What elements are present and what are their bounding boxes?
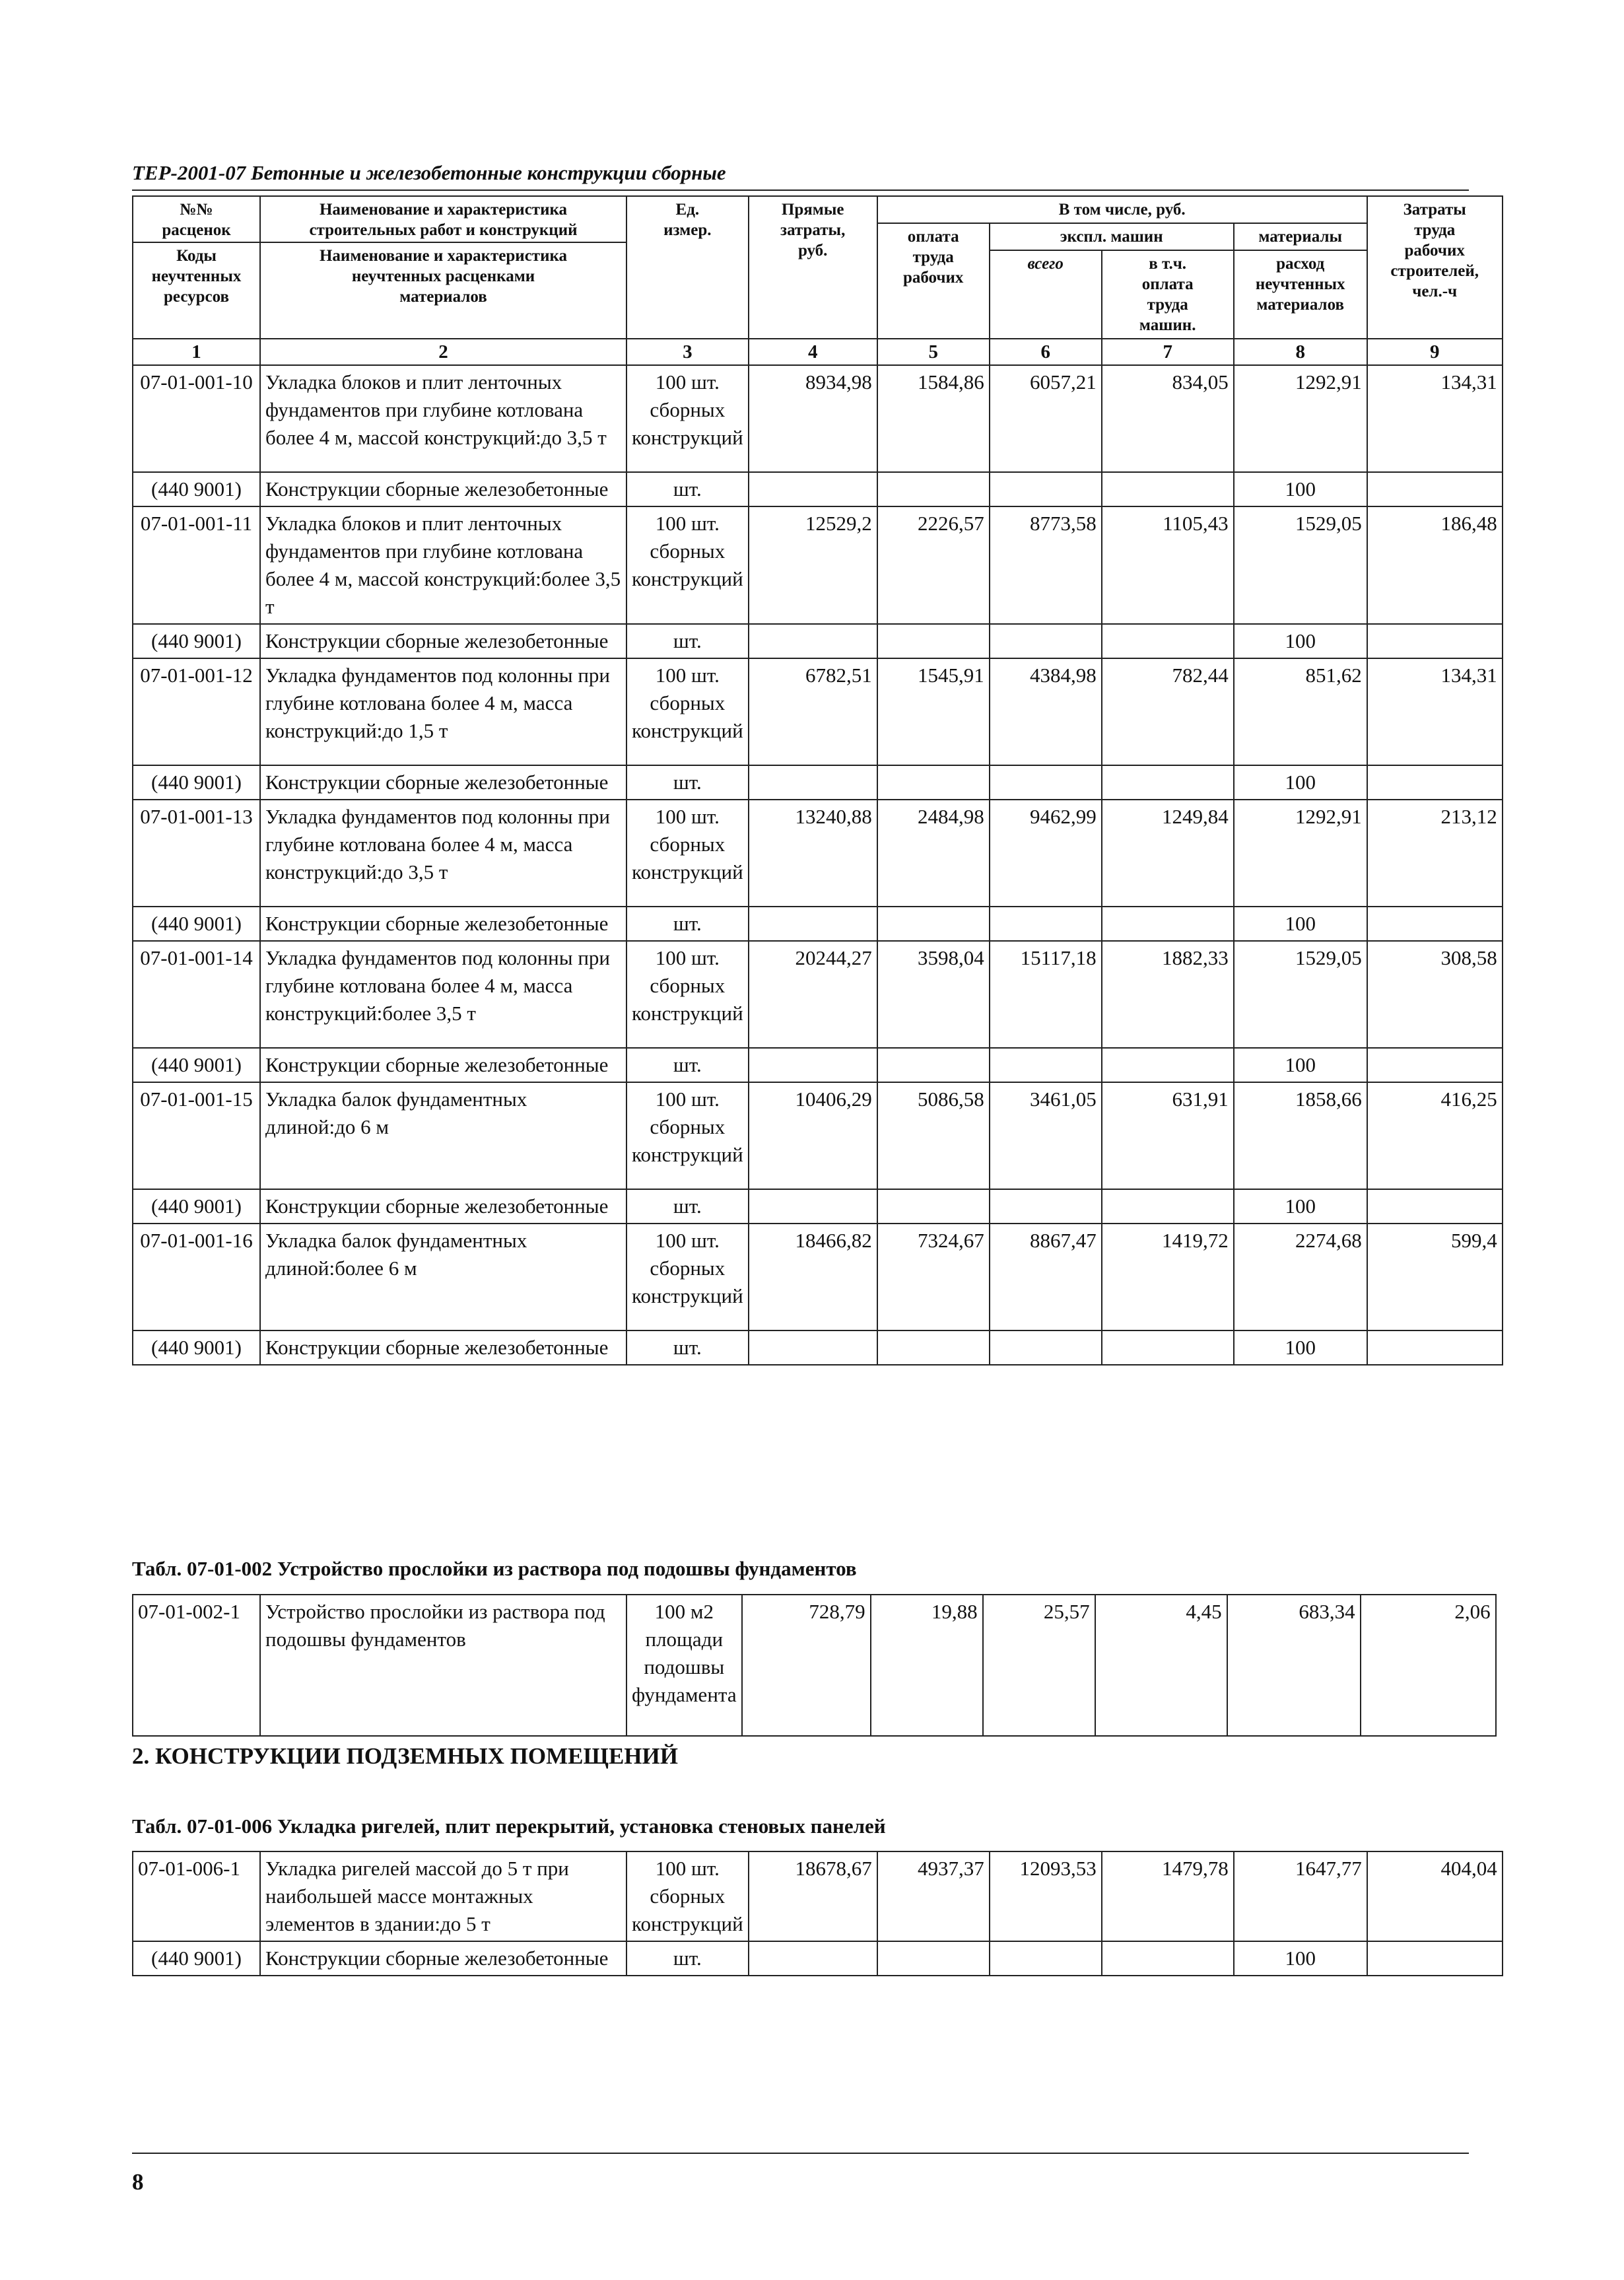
rate-labor: 416,25 xyxy=(1367,1082,1503,1189)
resource-name: Конструкции сборные железобетонные xyxy=(260,1941,626,1976)
rate-unit: 100 шт. сборных конструкций xyxy=(626,1224,749,1330)
rate-pay: 1545,91 xyxy=(877,658,990,765)
header-incl-cell: В том числе, руб. xyxy=(877,196,1367,223)
rate-name: Укладка фундаментов под колонны при глубине котлована более 4 м, масса конструкций:до 1,5 т xyxy=(260,658,626,765)
rate-unit: 100 м2 площади подошвы фундамента xyxy=(626,1595,742,1736)
resource-code: (440 9001) xyxy=(133,1330,260,1365)
resource-row xyxy=(133,907,1503,941)
rate-mach: 6057,21 xyxy=(990,365,1102,472)
header-machines-cell: экспл. машин xyxy=(990,223,1234,250)
empty-cell xyxy=(749,472,877,506)
rate-pay: 7324,67 xyxy=(877,1224,990,1330)
empty-cell xyxy=(877,624,990,658)
empty-cell xyxy=(1367,1189,1503,1224)
empty-cell xyxy=(877,1941,990,1976)
resource-qty: 100 xyxy=(1234,907,1367,941)
header-direct-2: затраты, xyxy=(780,221,846,239)
empty-cell xyxy=(749,624,877,658)
resource-qty: 100 xyxy=(1234,624,1367,658)
resource-unit: шт. xyxy=(626,624,749,658)
column-number: 5 xyxy=(877,339,990,365)
rate-labor: 134,31 xyxy=(1367,365,1503,472)
header-direct-cell xyxy=(749,196,877,339)
header-rule xyxy=(132,190,1469,191)
rate-mat: 1647,77 xyxy=(1234,1851,1367,1941)
table-row xyxy=(133,1851,1503,1941)
rate-direct: 728,79 xyxy=(742,1595,871,1736)
header-mach-total: всего xyxy=(1027,255,1064,273)
empty-cell xyxy=(877,472,990,506)
rate-labor: 134,31 xyxy=(1367,658,1503,765)
rate-labor: 2,06 xyxy=(1361,1595,1496,1736)
rate-mach: 4384,98 xyxy=(990,658,1102,765)
empty-cell xyxy=(877,1048,990,1082)
rate-mach-pay: 631,91 xyxy=(1102,1082,1234,1189)
rate-mach: 25,57 xyxy=(983,1595,1095,1736)
rate-mach: 3461,05 xyxy=(990,1082,1102,1189)
table-row xyxy=(133,1595,1496,1736)
rate-name: Укладка блоков и плит ленточных фундаментов при глубине котлована более 4 м, массой конструкций:до 3,5 т xyxy=(260,365,626,472)
rate-mach: 9462,99 xyxy=(990,800,1102,907)
header-code-4: неучтенных xyxy=(151,267,242,285)
resource-name: Конструкции сборные железобетонные xyxy=(260,472,626,506)
header-mat-use-3: материалов xyxy=(1256,296,1344,314)
rate-direct: 18678,67 xyxy=(749,1851,877,1941)
header-mach-incl-1: в т.ч. xyxy=(1149,255,1187,273)
rate-mat: 851,62 xyxy=(1234,658,1367,765)
rate-mat: 1529,05 xyxy=(1234,506,1367,624)
resource-unit: шт. xyxy=(626,1941,749,1976)
empty-cell xyxy=(1102,907,1234,941)
header-pay-2: труда xyxy=(912,248,954,266)
resource-code: (440 9001) xyxy=(133,1941,260,1976)
rate-pay: 2226,57 xyxy=(877,506,990,624)
resource-qty: 100 xyxy=(1234,1048,1367,1082)
rate-mach: 8773,58 xyxy=(990,506,1102,624)
empty-cell xyxy=(990,624,1102,658)
resource-code: (440 9001) xyxy=(133,1048,260,1082)
resource-row xyxy=(133,765,1503,800)
header-materials-cell: материалы xyxy=(1234,223,1367,250)
empty-cell xyxy=(749,1330,877,1365)
resource-unit: шт. xyxy=(626,765,749,800)
resource-row xyxy=(133,472,1503,506)
rate-mach-pay: 1105,43 xyxy=(1102,506,1234,624)
resource-row xyxy=(133,1189,1503,1224)
header-direct-1: Прямые xyxy=(781,201,844,219)
rate-name: Устройство прослойки из раствора под подошвы фундаментов xyxy=(260,1595,626,1736)
resource-code: (440 9001) xyxy=(133,472,260,506)
rate-mat: 1529,05 xyxy=(1234,941,1367,1048)
table-row xyxy=(133,658,1503,765)
resource-qty: 100 xyxy=(1234,1941,1367,1976)
empty-cell xyxy=(990,765,1102,800)
header-code-1: №№ xyxy=(180,201,213,219)
rate-pay: 19,88 xyxy=(871,1595,983,1736)
resource-qty: 100 xyxy=(1234,1330,1367,1365)
rate-name: Укладка балок фундаментных длиной:до 6 м xyxy=(260,1082,626,1189)
section-title: 2. КОНСТРУКЦИИ ПОДЗЕМНЫХ ПОМЕЩЕНИЙ xyxy=(132,1743,678,1769)
header-mach-incl-4: машин. xyxy=(1139,316,1196,334)
resource-name: Конструкции сборные железобетонные xyxy=(260,1048,626,1082)
rate-mach: 8867,47 xyxy=(990,1224,1102,1330)
empty-cell xyxy=(1367,624,1503,658)
resource-name: Конструкции сборные железобетонные xyxy=(260,1330,626,1365)
rate-mach-pay: 1882,33 xyxy=(1102,941,1234,1048)
table-row xyxy=(133,800,1503,907)
rate-mach-pay: 1419,72 xyxy=(1102,1224,1234,1330)
column-number: 3 xyxy=(626,339,749,365)
rate-pay: 3598,04 xyxy=(877,941,990,1048)
empty-cell xyxy=(1367,765,1503,800)
rate-direct: 6782,51 xyxy=(749,658,877,765)
rate-direct: 20244,27 xyxy=(749,941,877,1048)
rate-code: 07-01-001-13 xyxy=(133,800,260,907)
resource-unit: шт. xyxy=(626,472,749,506)
header-name-cell xyxy=(260,196,626,339)
rate-unit: 100 шт. сборных конструкций xyxy=(626,941,749,1048)
resource-name: Конструкции сборные железобетонные xyxy=(260,624,626,658)
header-mat-use-2: неучтенных xyxy=(1255,275,1345,293)
empty-cell xyxy=(1102,765,1234,800)
empty-cell xyxy=(749,1941,877,1976)
rate-labor: 308,58 xyxy=(1367,941,1503,1048)
resource-row xyxy=(133,1941,1503,1976)
column-number: 2 xyxy=(260,339,626,365)
header-mat-use-cell xyxy=(1234,250,1367,339)
resource-unit: шт. xyxy=(626,1048,749,1082)
empty-cell xyxy=(1102,624,1234,658)
rate-code: 07-01-001-12 xyxy=(133,658,260,765)
empty-cell xyxy=(1102,1941,1234,1976)
rate-code: 07-01-001-10 xyxy=(133,365,260,472)
empty-cell xyxy=(1367,472,1503,506)
column-number: 4 xyxy=(749,339,877,365)
empty-cell xyxy=(749,907,877,941)
rate-unit: 100 шт. сборных конструкций xyxy=(626,365,749,472)
header-name-2: строительных работ и конструкций xyxy=(261,220,626,243)
rate-rows xyxy=(133,365,1503,1365)
header-mach-incl-3: труда xyxy=(1147,296,1188,314)
header-name-4: неучтенных расценками xyxy=(351,267,535,285)
resource-row xyxy=(133,1330,1503,1365)
column-number-row xyxy=(133,339,1503,365)
rate-name: Укладка фундаментов под колонны при глубине котлована более 4 м, масса конструкций:до 3,5 т xyxy=(260,800,626,907)
rate-name: Укладка балок фундаментных длиной:более 6 м xyxy=(260,1224,626,1330)
rate-pay: 2484,98 xyxy=(877,800,990,907)
header-direct-3: руб. xyxy=(797,242,828,259)
resource-unit: шт. xyxy=(626,1330,749,1365)
header-mach-incl-2: оплата xyxy=(1141,275,1194,293)
empty-cell xyxy=(1102,1330,1234,1365)
rate-code: 07-01-006-1 xyxy=(133,1851,260,1941)
empty-cell xyxy=(990,1048,1102,1082)
table-row xyxy=(133,506,1503,624)
rate-pay: 4937,37 xyxy=(877,1851,990,1941)
resource-name: Конструкции сборные железобетонные xyxy=(260,1189,626,1224)
resource-code: (440 9001) xyxy=(133,624,260,658)
resource-unit: шт. xyxy=(626,907,749,941)
empty-cell xyxy=(990,1189,1102,1224)
header-labor-4: строителей, xyxy=(1390,262,1479,280)
rate-direct: 8934,98 xyxy=(749,365,877,472)
column-number: 9 xyxy=(1367,339,1503,365)
rate-code: 07-01-002-1 xyxy=(133,1595,260,1736)
resource-row xyxy=(133,624,1503,658)
rate-name: Укладка фундаментов под колонны при глубине котлована более 4 м, масса конструкций:более 3,5 т xyxy=(260,941,626,1048)
rate-pay: 5086,58 xyxy=(877,1082,990,1189)
rate-mat: 1858,66 xyxy=(1234,1082,1367,1189)
empty-cell xyxy=(749,765,877,800)
header-name-1: Наименование и характеристика xyxy=(319,201,568,219)
rate-direct: 13240,88 xyxy=(749,800,877,907)
rate-mat: 683,34 xyxy=(1227,1595,1361,1736)
rate-pay: 1584,86 xyxy=(877,365,990,472)
rate-name: Укладка ригелей массой до 5 т при наибольшей массе монтажных элементов в здании:до 5 т xyxy=(260,1851,626,1941)
main-rates-table xyxy=(132,195,1503,1365)
resource-row xyxy=(133,1048,1503,1082)
resource-code: (440 9001) xyxy=(133,1189,260,1224)
rate-code: 07-01-001-14 xyxy=(133,941,260,1048)
header-labor-cell xyxy=(1367,196,1503,339)
rate-mach-pay: 1249,84 xyxy=(1102,800,1234,907)
table-002 xyxy=(132,1594,1497,1737)
rate-labor: 213,12 xyxy=(1367,800,1503,907)
table-row xyxy=(133,941,1503,1048)
resource-name: Конструкции сборные железобетонные xyxy=(260,907,626,941)
empty-cell xyxy=(877,1330,990,1365)
header-pay-1: оплата xyxy=(907,228,959,246)
table-row xyxy=(133,1224,1503,1330)
empty-cell xyxy=(990,1941,1102,1976)
table-006-title: Табл. 07-01-006 Укладка ригелей, плит перекрытий, установка стеновых панелей xyxy=(132,1814,886,1838)
header-labor-2: труда xyxy=(1414,221,1456,239)
header-mach-total-cell xyxy=(990,250,1102,339)
header-code-2: расценок xyxy=(133,220,259,243)
rate-labor: 599,4 xyxy=(1367,1224,1503,1330)
header-labor-5: чел.-ч xyxy=(1412,283,1458,300)
empty-cell xyxy=(1102,472,1234,506)
rate-code: 07-01-001-11 xyxy=(133,506,260,624)
rate-mach-pay: 782,44 xyxy=(1102,658,1234,765)
page-number: 8 xyxy=(132,2169,144,2195)
empty-cell xyxy=(1367,907,1503,941)
rate-code: 07-01-001-16 xyxy=(133,1224,260,1330)
resource-qty: 100 xyxy=(1234,765,1367,800)
column-number: 7 xyxy=(1102,339,1234,365)
header-pay-3: рабочих xyxy=(902,269,964,287)
table-row xyxy=(133,1082,1503,1189)
rate-unit: 100 шт. сборных конструкций xyxy=(626,800,749,907)
empty-cell xyxy=(877,765,990,800)
header-code-3: Коды xyxy=(176,247,217,265)
empty-cell xyxy=(1102,1189,1234,1224)
empty-cell xyxy=(1367,1330,1503,1365)
resource-code: (440 9001) xyxy=(133,907,260,941)
empty-cell xyxy=(990,907,1102,941)
empty-cell xyxy=(1367,1941,1503,1976)
rate-direct: 18466,82 xyxy=(749,1224,877,1330)
resource-name: Конструкции сборные железобетонные xyxy=(260,765,626,800)
rate-mach-pay: 1479,78 xyxy=(1102,1851,1234,1941)
empty-cell xyxy=(877,1189,990,1224)
rate-code: 07-01-001-15 xyxy=(133,1082,260,1189)
rate-unit: 100 шт. сборных конструкций xyxy=(626,1851,749,1941)
empty-cell xyxy=(1367,1048,1503,1082)
header-labor-3: рабочих xyxy=(1404,242,1465,259)
empty-cell xyxy=(749,1048,877,1082)
rate-mat: 1292,91 xyxy=(1234,800,1367,907)
rate-direct: 10406,29 xyxy=(749,1082,877,1189)
rate-labor: 186,48 xyxy=(1367,506,1503,624)
header-name-3: Наименование и характеристика xyxy=(319,247,568,265)
header-code-cell xyxy=(133,196,260,339)
header-name-5: материалов xyxy=(399,288,487,306)
header-unit-1: Ед. xyxy=(675,201,700,219)
rate-name: Укладка блоков и плит ленточных фундаментов при глубине котлована более 4 м, массой конструкций:более 3,5 т xyxy=(260,506,626,624)
rate-unit: 100 шт. сборных конструкций xyxy=(626,658,749,765)
column-number: 6 xyxy=(990,339,1102,365)
rate-mat: 2274,68 xyxy=(1234,1224,1367,1330)
table-002-title: Табл. 07-01-002 Устройство прослойки из раствора под подошвы фундаментов xyxy=(132,1557,857,1580)
column-number: 1 xyxy=(133,339,260,365)
resource-code: (440 9001) xyxy=(133,765,260,800)
resource-qty: 100 xyxy=(1234,472,1367,506)
empty-cell xyxy=(1102,1048,1234,1082)
rate-unit: 100 шт. сборных конструкций xyxy=(626,506,749,624)
resource-unit: шт. xyxy=(626,1189,749,1224)
table-header-row-1 xyxy=(133,196,1503,223)
rate-mach: 15117,18 xyxy=(990,941,1102,1048)
rate-mach: 12093,53 xyxy=(990,1851,1102,1941)
resource-qty: 100 xyxy=(1234,1189,1367,1224)
empty-cell xyxy=(877,907,990,941)
header-pay-cell xyxy=(877,223,990,339)
footer-rule xyxy=(132,2153,1469,2154)
rate-unit: 100 шт. сборных конструкций xyxy=(626,1082,749,1189)
header-labor-1: Затраты xyxy=(1403,201,1466,219)
table-row xyxy=(133,365,1503,472)
header-mach-incl-cell xyxy=(1102,250,1234,339)
header-unit-2: измер. xyxy=(663,221,712,239)
table-006 xyxy=(132,1851,1503,1976)
rate-labor: 404,04 xyxy=(1367,1851,1503,1941)
rate-mat: 1292,91 xyxy=(1234,365,1367,472)
empty-cell xyxy=(990,472,1102,506)
empty-cell xyxy=(749,1189,877,1224)
rate-mach-pay: 834,05 xyxy=(1102,365,1234,472)
column-number: 8 xyxy=(1234,339,1367,365)
running-header: ТЕР-2001-07 Бетонные и железобетонные конструкции сборные xyxy=(132,161,726,184)
header-code-5: ресурсов xyxy=(164,288,229,306)
header-unit-cell xyxy=(626,196,749,339)
header-mat-use-1: расход xyxy=(1276,255,1325,273)
empty-cell xyxy=(990,1330,1102,1365)
rate-mach-pay: 4,45 xyxy=(1095,1595,1227,1736)
rate-direct: 12529,2 xyxy=(749,506,877,624)
